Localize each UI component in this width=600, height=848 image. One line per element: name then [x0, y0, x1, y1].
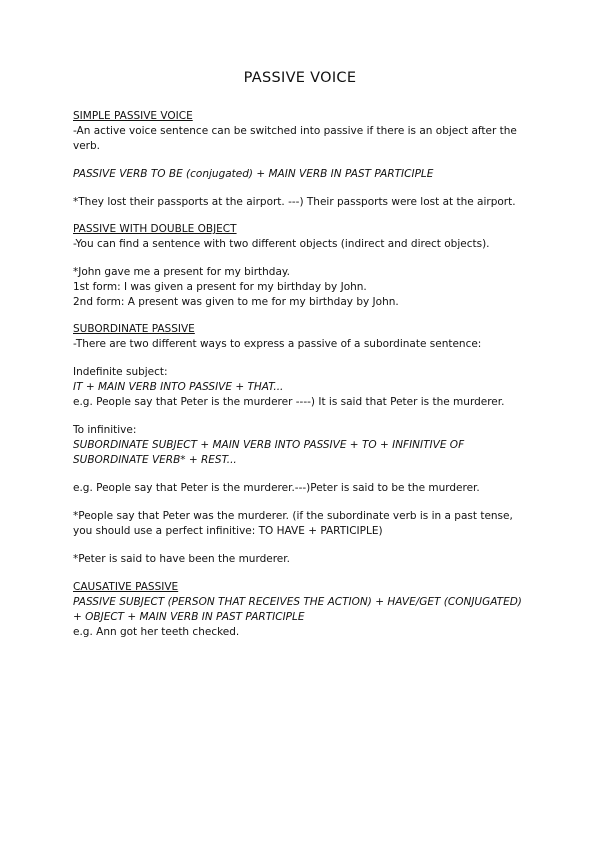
- indefinite-subject-example: e.g. People say that Peter is the murderer ----) It is said that Peter is the murderer.: [73, 396, 505, 408]
- indefinite-subject-formula: IT + MAIN VERB INTO PASSIVE + THAT...: [73, 381, 284, 393]
- causative-example: e.g. Ann got her teeth checked.: [73, 626, 240, 638]
- section-heading-subordinate-passive: SUBORDINATE PASSIVE: [73, 323, 195, 335]
- subordinate-text: -There are two different ways to express a passive of a subordinate sentence:: [73, 338, 482, 350]
- double-object-example-2: 1st form: I was given a present for my birthday by John.: [73, 281, 367, 293]
- subordinate-note-result: *Peter is said to have been the murderer.: [73, 553, 290, 565]
- document-body: [73, 109, 533, 640]
- simple-passive-formula: PASSIVE VERB TO BE (conjugated) + MAIN VERB IN PAST PARTICIPLE: [73, 168, 434, 180]
- to-infinitive-label: To infinitive:: [73, 424, 137, 436]
- subordinate-note: *People say that Peter was the murderer. (if the subordinate verb is in a past tense, you should use a perfect infinitive: TO HAVE + PARTICIPLE): [73, 510, 513, 537]
- section-heading-simple-passive: SIMPLE PASSIVE VOICE: [73, 110, 193, 122]
- double-object-example-1: *John gave me a present for my birthday.: [73, 266, 290, 278]
- section-heading-causative-passive: CAUSATIVE PASSIVE: [73, 581, 179, 593]
- double-object-text: -You can find a sentence with two different objects (indirect and direct objects).: [73, 238, 490, 250]
- to-infinitive-formula: SUBORDINATE SUBJECT + MAIN VERB INTO PASSIVE + TO + INFINITIVE OF SUBORDINATE VERB* + REST...: [73, 439, 465, 466]
- simple-passive-example: *They lost their passports at the airport. ---) Their passports were lost at the airport.: [73, 196, 516, 208]
- indefinite-subject-label: Indefinite subject:: [73, 366, 168, 378]
- simple-passive-text: -An active voice sentence can be switched into passive if there is an object after the verb.: [73, 125, 517, 152]
- to-infinitive-example: e.g. People say that Peter is the murderer.---)Peter is said to be the murderer.: [73, 482, 480, 494]
- double-object-example-3: 2nd form: A present was given to me for my birthday by John.: [73, 296, 399, 308]
- causative-formula: PASSIVE SUBJECT (PERSON THAT RECEIVES THE ACTION) + HAVE/GET (CONJUGATED) + OBJECT + MAIN VERB IN PAST PARTICIPLE: [73, 596, 522, 623]
- section-heading-double-object: PASSIVE WITH DOUBLE OBJECT: [73, 223, 237, 235]
- page-title: PASSIVE VOICE: [243, 70, 357, 86]
